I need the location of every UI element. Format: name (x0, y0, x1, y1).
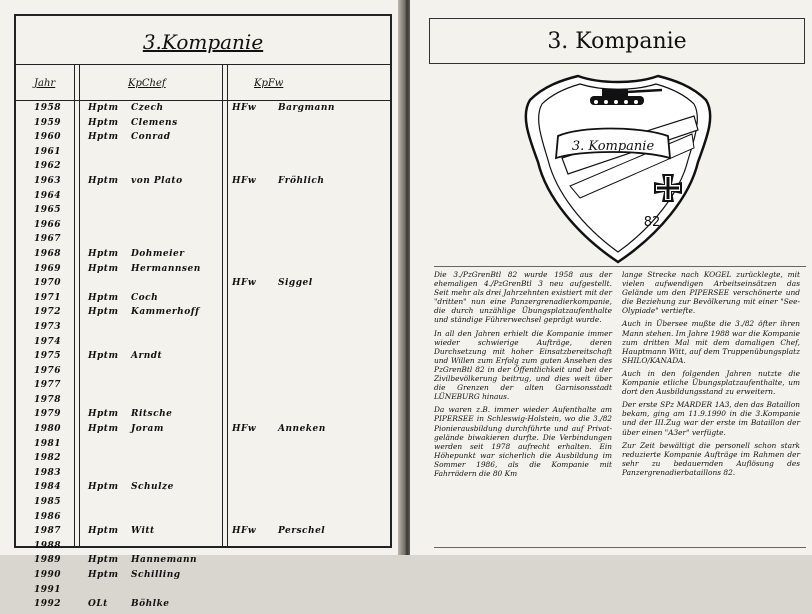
paragraph: Die 3./PzGrenBtl 82 wurde 1958 aus der ehemaligen 4./PzGrenBtl 3 neu aufgestellt. Seit mehr als drei Jahrzehnten existiert mit der "dritten" nun eine Panzergrenadierkompanie, die durch unzählige Übungsplatzaufenthalte und ständige Führerwechsel geprägt wurde. (434, 270, 612, 325)
table-row (16, 439, 390, 454)
row-chief-rank: Hptm (88, 175, 119, 186)
table-row (16, 103, 390, 118)
table-row (16, 307, 390, 322)
row-chief-name: Coch (131, 292, 159, 303)
row-sergeant-rank: HFw (232, 103, 257, 113)
row-year: 1992 (34, 599, 62, 610)
paragraph: lange Strecke nach KOGEL zurücklegte, mit vielen aufwendigen Arbeitseinsätzen das Gelände um den PIPERSEE verschönerte und die Beziehung zur Bevölkerung mit einer "See-Olypiade" vertiefte. (622, 270, 800, 316)
row-chief-name: Witt (131, 526, 155, 537)
row-year: 1962 (34, 161, 62, 172)
row-chief-rank: Hptm (88, 555, 119, 566)
row-year: 1985 (34, 497, 62, 508)
row-chief-name: Arndt (131, 351, 163, 362)
row-chief-rank: Hptm (88, 409, 119, 420)
title-divider (16, 64, 390, 65)
row-year: 1968 (34, 248, 62, 259)
table-row (16, 191, 390, 206)
row-sergeant-name: Fröhlich (278, 175, 325, 186)
roster-rows (16, 103, 390, 614)
row-year: 1971 (34, 292, 62, 303)
row-chief-name: Hannemann (131, 555, 198, 566)
row-sergeant-rank: HFw (232, 424, 257, 435)
row-year: 1973 (34, 321, 62, 332)
row-chief-name: Conrad (131, 132, 171, 143)
row-sergeant-rank: HFw (232, 278, 257, 289)
row-year: 1966 (34, 219, 62, 230)
table-row (16, 599, 390, 614)
table-row (16, 424, 390, 439)
row-chief-name: Böhlke (131, 599, 170, 610)
row-year: 1980 (34, 424, 62, 435)
header-chief: KpChef (128, 78, 166, 89)
table-row (16, 409, 390, 424)
table-row (16, 468, 390, 483)
table-row (16, 555, 390, 570)
row-sergeant-name: Anneken (278, 424, 326, 435)
row-year: 1986 (34, 511, 62, 522)
row-year: 1976 (34, 365, 62, 376)
row-year: 1977 (34, 380, 62, 391)
header-sergeant: KpFw (254, 78, 284, 89)
row-chief-name: Schulze (131, 482, 174, 493)
row-year: 1975 (34, 351, 62, 362)
table-row (16, 482, 390, 497)
row-year: 1969 (34, 263, 62, 274)
table-row (16, 220, 390, 235)
row-sergeant-rank: HFw (232, 175, 257, 186)
row-year: 1967 (34, 234, 62, 245)
row-year: 1972 (34, 307, 62, 318)
table-row (16, 249, 390, 264)
table-row (16, 278, 390, 293)
row-chief-rank: Hptm (88, 103, 119, 113)
row-year: 1984 (34, 482, 62, 493)
row-year: 1979 (34, 409, 62, 420)
row-chief-rank: Hptm (88, 526, 119, 537)
crest-banner-text: 3. Kompanie (571, 139, 655, 154)
paragraph: Da waren z.B. immer wieder Aufenthalte am PIPERSEE in Schleswig-Holstein, wo die 3./82 Pionierausbildung durchführte und auf Privat-gelände biwakieren durfte. Die Verbindungen werden seit 1978 aufrecht erhalten. Ein Höhepunkt war sicherlich die Ausbildung im Sommer 1986, als die Kompanie mit Fahrrädern die 80 Km (434, 405, 612, 478)
row-chief-rank: Hptm (88, 307, 119, 318)
table-row (16, 161, 390, 176)
row-year: 1960 (34, 132, 62, 143)
table-row (16, 526, 390, 541)
table-row (16, 132, 390, 147)
table-row (16, 512, 390, 527)
row-sergeant-name: Perschel (278, 526, 326, 537)
table-row (16, 585, 390, 600)
row-year: 1964 (34, 190, 62, 201)
roster-table (14, 14, 392, 610)
table-row (16, 147, 390, 162)
table-row (16, 541, 390, 556)
table-row (16, 337, 390, 352)
row-chief-name: Dohmeier (131, 248, 185, 259)
company-crest (430, 66, 806, 266)
row-year: 1987 (34, 526, 62, 537)
crest-number: 82 (643, 215, 661, 230)
row-year: 1970 (34, 278, 62, 289)
row-chief-rank: Hptm (88, 424, 119, 435)
row-chief-name: Ritsche (131, 409, 173, 420)
table-row (16, 293, 390, 308)
history-column-right (622, 270, 800, 481)
table-row (16, 380, 390, 395)
row-year: 1963 (34, 175, 62, 186)
row-year: 1959 (34, 117, 62, 128)
table-row (16, 497, 390, 512)
row-chief-name: Clemens (131, 117, 178, 128)
header-year: Jahr (34, 78, 56, 89)
paragraph: In all den Jahren erhielt die Kompanie immer wieder schwierige Aufträge, deren Durchsetzung mit hoher Einsatzbereitschaft und Willen zum Erfolg zum guten Ansehen des PzGrenBtl 82 in der Öffentlichkeit und bei der Zivilbevölkerung beitrug, und dies weit über die Grenzen der alten Garnisonsstadt LÜNEBURG hinaus. (434, 328, 612, 402)
table-row (16, 176, 390, 191)
row-chief-rank: OLt (88, 599, 108, 610)
paragraph: Auch in den folgenden Jahren nutzte die Kompanie etliche Übungsplatzaufenthalte, um dort den Ausbildungsstand zu erweitern. (622, 368, 800, 397)
row-year: 1982 (34, 453, 62, 464)
row-sergeant-name: Bargmann (278, 103, 335, 113)
row-chief-name: von Plato (131, 175, 183, 186)
page-title: 3. Kompanie (429, 18, 805, 64)
row-chief-name: Czech (131, 103, 164, 113)
table-row (16, 322, 390, 337)
row-sergeant-rank: HFw (232, 526, 257, 537)
row-year: 1991 (34, 584, 62, 595)
table-row (16, 453, 390, 468)
row-chief-rank: Hptm (88, 482, 119, 493)
roster-title: 3.Kompanie (142, 30, 264, 54)
row-chief-rank: Hptm (88, 132, 119, 143)
row-chief-rank: Hptm (88, 570, 119, 580)
row-chief-rank: Hptm (88, 351, 119, 362)
table-row (16, 395, 390, 410)
table-row (16, 264, 390, 279)
row-chief-rank: Hptm (88, 263, 119, 274)
table-row (16, 205, 390, 220)
row-sergeant-name: Siggel (278, 278, 313, 289)
table-row (16, 570, 390, 585)
table-row (16, 351, 390, 366)
row-chief-rank: Hptm (88, 292, 119, 303)
row-year: 1978 (34, 394, 62, 405)
row-year: 1974 (34, 336, 62, 347)
history-text (434, 266, 806, 548)
right-page (410, 0, 812, 555)
row-chief-name: Joram (131, 424, 164, 435)
row-year: 1961 (34, 146, 62, 157)
row-year: 1989 (34, 555, 62, 566)
table-row (16, 118, 390, 133)
paragraph: Der erste SPz MARDER 1A3, den das Bataillon bekam, ging am 11.9.1990 in die 3.Kompanie und der III.Zug war der erste im Bataillon der über einen "A3er" verfügte. (622, 400, 800, 437)
table-row (16, 234, 390, 249)
row-year: 1983 (34, 467, 62, 478)
row-chief-rank: Hptm (88, 248, 119, 259)
row-year: 1981 (34, 438, 62, 449)
history-column-left (434, 270, 612, 482)
paragraph: Auch in Übersee mußte die 3./82 öfter ihren Mann stehen. Im Jahre 1988 war die Kompanie zum dritten Mal mit dem damaligen Chef, Hauptmann Witt, auf dem Truppenübungsplatz SHILO/KANADA. (622, 319, 800, 365)
table-row (16, 366, 390, 381)
row-year: 1958 (34, 103, 62, 113)
row-chief-rank: Hptm (88, 117, 119, 128)
row-year: 1988 (34, 540, 62, 551)
crest-banner (556, 129, 670, 159)
row-chief-name: Kammerhoff (131, 307, 200, 318)
row-chief-name: Hermannsen (131, 263, 201, 274)
row-chief-name: Schilling (131, 570, 181, 580)
paragraph: Zur Zeit bewältigt die personell schon stark reduzierte Kompanie Aufträge im Rahmen der sehr zu bedauernden Auflösung des Panzergrenadierbataillons 82. (622, 440, 800, 477)
header-divider (16, 100, 390, 101)
left-page (0, 0, 402, 610)
row-year: 1965 (34, 205, 62, 216)
row-year: 1990 (34, 570, 62, 580)
